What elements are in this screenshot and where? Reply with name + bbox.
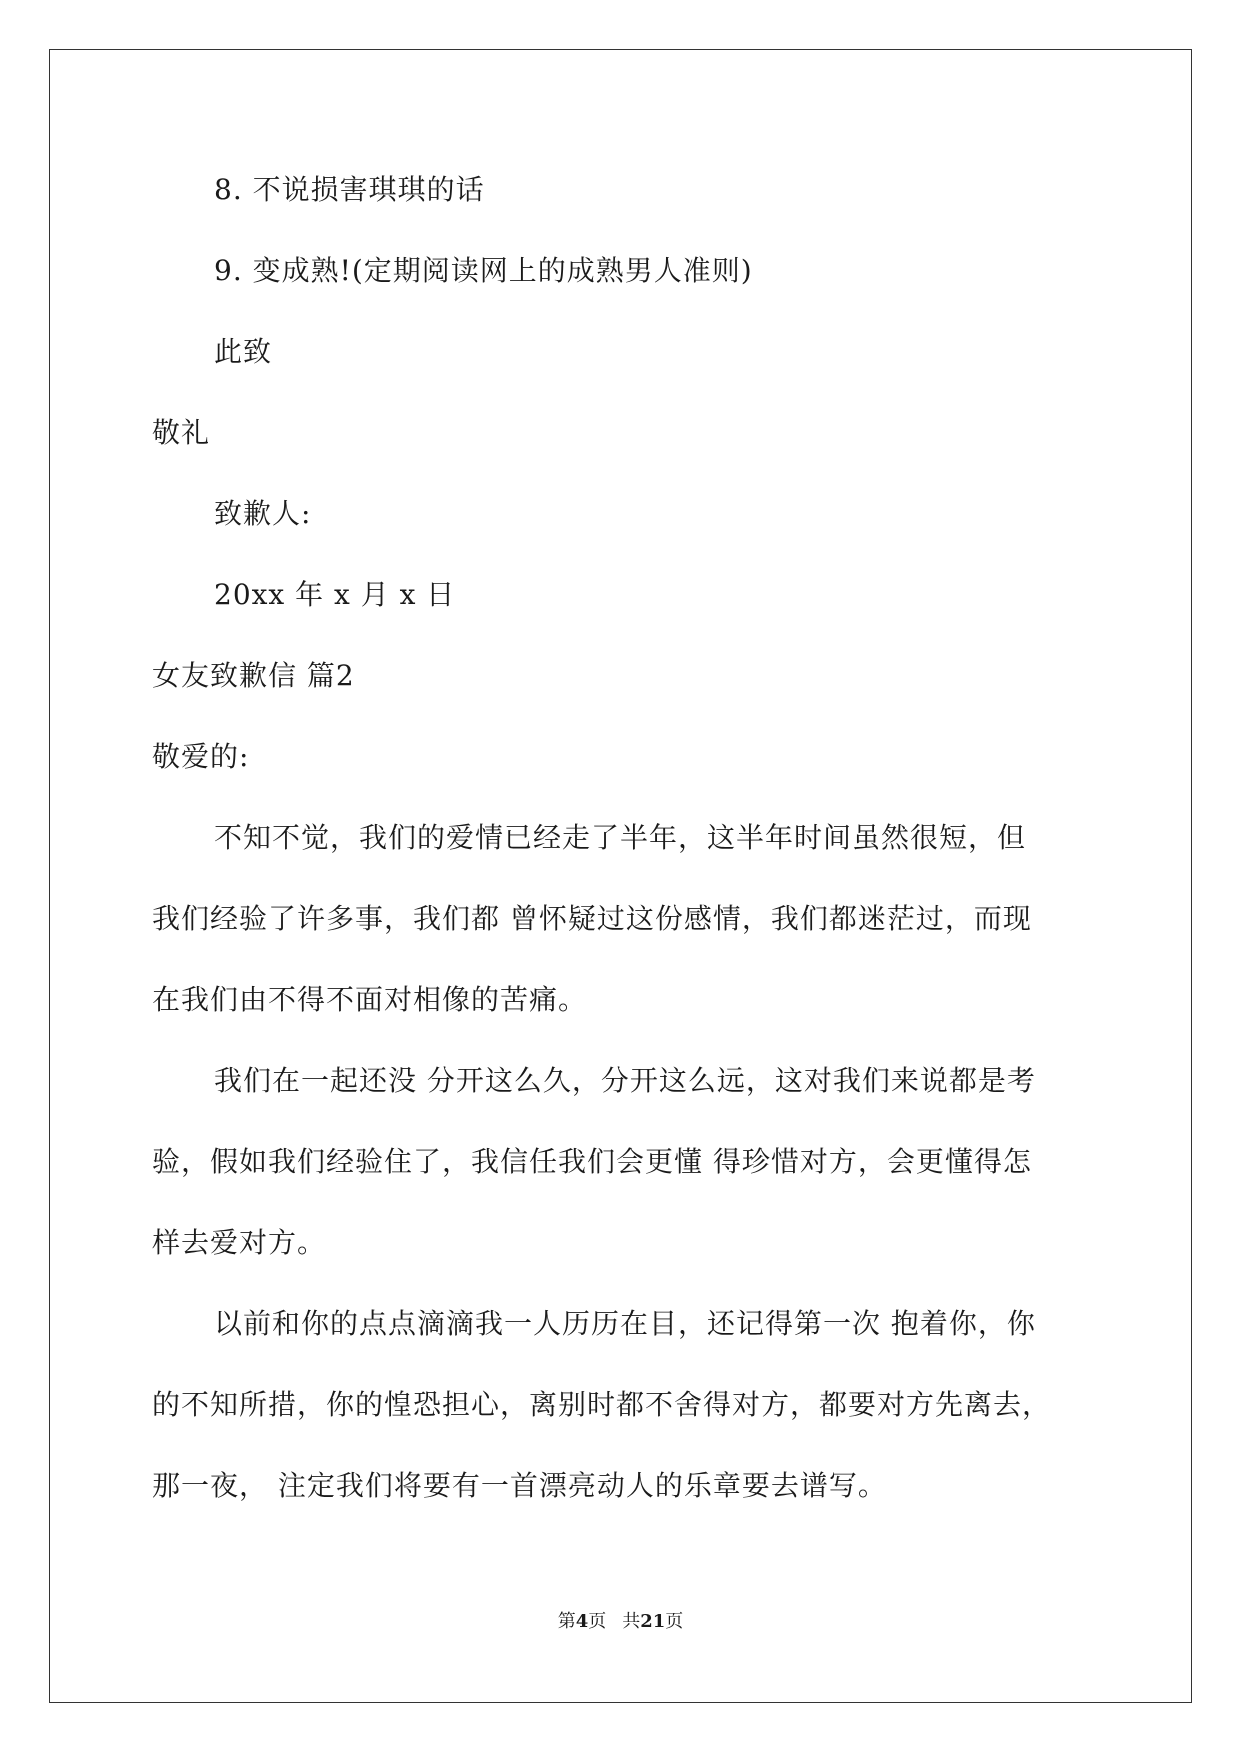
closing-jingli: 敬礼 xyxy=(152,416,211,449)
list-item-9: 9. 变成熟!(定期阅读网上的成熟男人准则) xyxy=(214,254,753,287)
paragraph-3-line-2: 的不知所措，你的惶恐担心，离别时都不舍得对方，都要对方先离去， xyxy=(152,1388,1052,1421)
footer-page-unit: 页 xyxy=(588,1611,607,1632)
list-item-8: 8. 不说损害琪琪的话 xyxy=(214,173,485,206)
footer-total-prefix: 共 xyxy=(622,1611,641,1632)
paragraph-2-line-2: 验，假如我们经验住了，我信任我们会更懂 得珍惜对方，会更懂得怎 xyxy=(152,1145,1032,1178)
paragraph-2-line-3: 样去爱对方。 xyxy=(152,1226,327,1259)
closing-cizhi: 此致 xyxy=(214,335,273,368)
footer-page-prefix: 第 xyxy=(557,1611,576,1632)
signature-label: 致歉人: xyxy=(214,497,312,530)
paragraph-3-line-1: 以前和你的点点滴滴我一人历历在目，还记得第一次 抱着你，你 xyxy=(214,1307,1036,1340)
page-footer xyxy=(0,1610,1241,1634)
paragraph-3-line-3: 那一夜， 注定我们将要有一首漂亮动人的乐章要去谱写。 xyxy=(152,1469,887,1502)
paragraph-1-line-2: 我们经验了许多事，我们都 曾怀疑过这份感情，我们都迷茫过，而现 xyxy=(152,902,1032,935)
page-border xyxy=(49,49,1192,1703)
section-heading: 女友致歉信 篇2 xyxy=(152,659,355,692)
date-line: 20xx 年 x 月 x 日 xyxy=(214,578,456,611)
footer-total-unit: 页 xyxy=(665,1611,684,1632)
salutation: 敬爱的: xyxy=(152,740,250,773)
paragraph-1-line-3: 在我们由不得不面对相像的苦痛。 xyxy=(152,983,588,1016)
footer-page-total: 21 xyxy=(640,1611,666,1632)
footer-page-current: 4 xyxy=(575,1611,589,1632)
paragraph-1-line-1: 不知不觉，我们的爱情已经走了半年，这半年时间虽然很短，但 xyxy=(214,821,1027,854)
paragraph-2-line-1: 我们在一起还没 分开这么久，分开这么远，这对我们来说都是考 xyxy=(214,1064,1036,1097)
